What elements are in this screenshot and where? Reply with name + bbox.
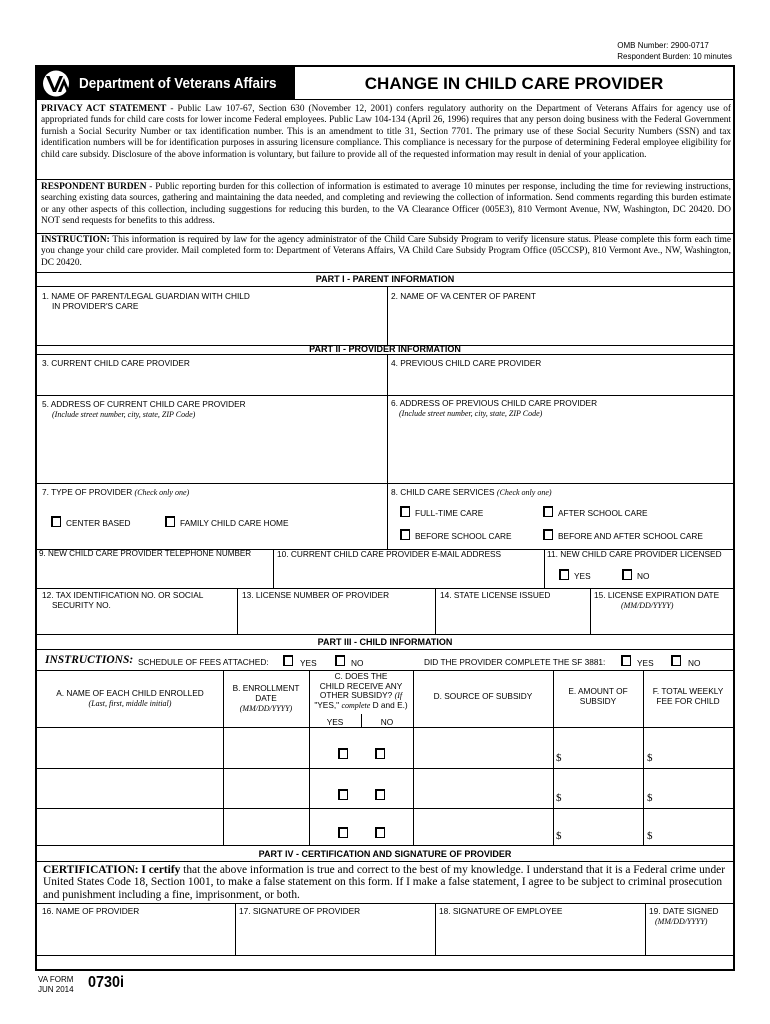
f19-note: (MM/DD/YYYY) (655, 917, 708, 926)
form-frame (35, 65, 735, 971)
divider (435, 588, 436, 634)
form-footer (38, 975, 74, 995)
divider (37, 483, 733, 484)
divider (37, 955, 733, 956)
before-school-label: BEFORE SCHOOL CARE (415, 531, 512, 541)
row3-subsidy-no-checkbox[interactable] (375, 827, 385, 838)
sf3881-label: DID THE PROVIDER COMPLETE THE SF 3881: (424, 657, 606, 667)
f17-label: 17. SIGNATURE OF PROVIDER (239, 906, 361, 916)
f5-note: (Include street number, city, state, ZIP Code) (52, 410, 196, 419)
f9-label: 9. NEW CHILD CARE PROVIDER TELEPHONE NUMBER (39, 549, 252, 558)
row2-subsidy-yes-checkbox[interactable] (338, 789, 348, 800)
f1-label: 1. NAME OF PARENT/LEGAL GUARDIAN WITH CHILD (42, 291, 250, 301)
divider (37, 588, 733, 589)
divider (37, 634, 733, 635)
col-a-note: (Last, first, middle initial) (88, 699, 172, 708)
burden-heading: RESPONDENT BURDEN (41, 182, 147, 192)
omb-number: OMB Number: 2900-0717 (617, 41, 709, 50)
after-school-checkbox[interactable] (543, 506, 553, 517)
before-after-school-checkbox[interactable] (543, 529, 553, 540)
provider-signature-field[interactable] (239, 906, 360, 916)
divider (37, 179, 733, 180)
full-time-label: FULL-TIME CARE (415, 508, 484, 518)
col-e-label-2: SUBSIDY (579, 696, 617, 706)
licensed-no-checkbox[interactable] (622, 569, 632, 580)
f8-note: (Check only one) (496, 488, 552, 497)
f4-label: 4. PREVIOUS CHILD CARE PROVIDER (391, 358, 542, 368)
col-a-label: A. NAME OF EACH CHILD ENROLLED (56, 688, 204, 698)
col-c-if: (If (394, 691, 403, 700)
provider-name-field[interactable] (42, 906, 139, 916)
col-b-label: B. ENROLLMENT (232, 683, 300, 693)
f3-label: 3. CURRENT CHILD CARE PROVIDER (42, 358, 190, 368)
divider (273, 549, 274, 589)
telephone-field[interactable] (39, 549, 251, 559)
f8-label: 8. CHILD CARE SERVICES (391, 487, 495, 497)
row2-fee-dollar: $ (647, 792, 653, 804)
divider (387, 286, 388, 345)
f2-label: 2. NAME OF VA CENTER OF PARENT (391, 291, 536, 301)
col-e-header (553, 686, 643, 706)
certification (43, 864, 731, 901)
previous-provider-field[interactable] (391, 358, 541, 368)
col-e-label: E. AMOUNT OF (568, 686, 628, 696)
license-number-field[interactable] (242, 590, 389, 600)
f14-label: 14. STATE LICENSE ISSUED (440, 590, 551, 600)
va-form-label: VA FORM (38, 975, 74, 984)
divider (37, 768, 733, 769)
care-services-label (391, 487, 552, 498)
cert-heading: CERTIFICATION: I certify (43, 864, 181, 876)
col-b-header (223, 683, 309, 714)
divider (37, 286, 733, 287)
col-c-label-2: CHILD RECEIVE ANY (319, 680, 403, 691)
divider (237, 588, 238, 634)
sf3881-yes-checkbox[interactable] (621, 655, 631, 666)
after-school-label: AFTER SCHOOL CARE (558, 508, 648, 518)
f12-label: 12. TAX IDENTIFICATION NO. OR SOCIAL (42, 590, 204, 600)
f6-note: (Include street number, city, state, ZIP Code) (399, 409, 543, 418)
col-f-label: F. TOTAL WEEKLY (652, 686, 724, 696)
divider (37, 861, 733, 862)
family-care-checkbox[interactable] (165, 516, 175, 527)
col-b-label-2: DATE (255, 693, 277, 703)
licensed-no-label: NO (637, 571, 650, 581)
divider (387, 354, 388, 549)
col-d-header: D. SOURCE OF SUBSIDY (433, 691, 533, 701)
previous-provider-address-field[interactable] (391, 398, 597, 419)
center-based-label: CENTER BASED (66, 518, 131, 528)
col-c-label-4c: D and E.) (372, 699, 408, 710)
schedule-yes-label: YES (300, 658, 317, 668)
schedule-no-label: NO (351, 658, 364, 668)
form-date: JUN 2014 (38, 985, 74, 994)
divider (37, 845, 733, 846)
instruction-heading: INSTRUCTION: (41, 235, 110, 245)
email-field[interactable] (277, 549, 501, 559)
f16-label: 16. NAME OF PROVIDER (42, 906, 140, 916)
row3-amount-dollar: $ (556, 830, 562, 842)
state-license-field[interactable] (440, 590, 550, 600)
f5-label: 5. ADDRESS OF CURRENT CHILD CARE PROVIDER (42, 399, 246, 409)
schedule-label: SCHEDULE OF FEES ATTACHED: (138, 657, 269, 667)
date-signed-field[interactable] (649, 906, 718, 927)
row1-subsidy-no-checkbox[interactable] (375, 748, 385, 759)
privacy-text: - Public Law 107-67, Section 630 (November 12, 2001) confers regulatory authority on the Department of Veterans Affairs for agency use of appropriated funds for child care costs for lower income Federal employees. Public Law 104-134 (April 26, 1996) requires that any person doing business with the Federal Government furnish a Social Security Number or tax identification number. This is an amendment to title 31, Section 7701. The primary use of these Social Security Numbers (SSN) and tax identification numbers will be for identification purposes in assuring licensure compliance. This compliance is necessary for the purpose of determining Federal employee eligibility for child care subsidy. Disclosure of the above information is voluntary, but failure to provide all of the requested information may result in denial of your application. (41, 104, 731, 160)
omb-info (617, 40, 732, 62)
divider (37, 233, 733, 234)
schedule-yes-checkbox[interactable] (283, 655, 293, 666)
privacy-heading: PRIVACY ACT STATEMENT (41, 104, 167, 114)
col-c-label-1: C. DOES THE (334, 671, 388, 681)
f7-label: 7. TYPE OF PROVIDER (42, 487, 133, 497)
f6-label: 6. ADDRESS OF PREVIOUS CHILD CARE PROVIDER (391, 398, 598, 408)
divider (37, 808, 733, 809)
divider (37, 903, 733, 904)
col-c-label-3: OTHER SUBSIDY? (319, 690, 393, 700)
col-f-header (643, 686, 733, 706)
before-after-school-label: BEFORE AND AFTER SCHOOL CARE (558, 531, 703, 541)
f12-label-2: SECURITY NO. (52, 600, 111, 610)
part1-title: PART I - PARENT INFORMATION (315, 274, 455, 284)
col-c-label-4b: complete (341, 700, 371, 710)
col-b-note: (MM/DD/YYYY) (239, 704, 293, 713)
parent-name-field[interactable] (42, 291, 250, 311)
employee-signature-field[interactable] (439, 906, 562, 916)
licensed-yes-checkbox[interactable] (559, 569, 569, 580)
family-care-label: FAMILY CHILD CARE HOME (180, 518, 289, 528)
instruction-text: This information is required by law for the agency administrator of the Child Care Subsidy Program to verify licensure status. Please complete this form each time you change your child care provider. Mail completed form to: Department of Veterans Affairs, VA Child Care Subsidy Program Office (05CCSP), 810 Vermont Ave., NW, Washington, DC 20420. (41, 235, 731, 268)
divider (645, 903, 646, 955)
divider (37, 395, 733, 396)
instruction (41, 235, 731, 269)
row1-fee-dollar: $ (647, 752, 653, 764)
licensed-yes-label: YES (574, 571, 591, 581)
col-c-no: NO (380, 717, 394, 727)
col-c-yes: YES (326, 717, 344, 727)
form-header (37, 67, 733, 100)
row1-subsidy-yes-checkbox[interactable] (338, 748, 348, 759)
license-expiration-field[interactable] (594, 590, 719, 611)
sf3881-yes-label: YES (637, 658, 654, 668)
divider (590, 588, 591, 634)
privacy-statement (41, 104, 731, 161)
f15-note: (MM/DD/YYYY) (621, 601, 674, 610)
department-name: Department of Veterans Affairs (79, 75, 277, 92)
va-banner (37, 67, 295, 100)
cert-text: that the above information is true and correct to the best of my knowledge. I understand that it is a Federal crime under United States Code 18, Section 1001, to make a false statement on this form. If I make a false statement, I agree to be subject to criminal prosecution and punishment including a fine, imprisonment, or both. (43, 864, 726, 901)
f7-note: (Check only one) (134, 488, 190, 497)
tax-id-field[interactable] (42, 590, 203, 610)
divider (235, 903, 236, 955)
f18-label: 18. SIGNATURE OF EMPLOYEE (439, 906, 563, 916)
divider (37, 354, 733, 355)
divider (435, 903, 436, 955)
form-title: CHANGE IN CHILD CARE PROVIDER (364, 74, 664, 93)
f10-label: 10. CURRENT CHILD CARE PROVIDER E-MAIL ADDRESS (277, 549, 502, 559)
f11-label: 11. NEW CHILD CARE PROVIDER LICENSED (547, 549, 722, 559)
col-f-label-2: FEE FOR CHILD (656, 696, 720, 706)
va-seal-icon (41, 69, 75, 98)
f1-label-2: IN PROVIDER'S CARE (52, 301, 139, 311)
row3-subsidy-yes-checkbox[interactable] (338, 827, 348, 838)
divider (37, 649, 733, 650)
f19-label: 19. DATE SIGNED (649, 906, 719, 916)
burden-text: - Public reporting burden for this collection of information is estimated to average 10 minutes per response, including the time for reviewing instructions, searching existing data sources, gathering and maintaining the data needed, and completing and reviewing the collection of information. Send comments regarding this burden estimate or any other aspects of this collection, including suggestions for reducing this burden, to the VA Clearance Officer (005E3), 810 Vermont Avenue, NW, Washington, DC 20420. DO NOT send requests for benefits to this address. (41, 182, 731, 227)
part4-title: PART IV - CERTIFICATION AND SIGNATURE OF PROVIDER (258, 849, 512, 859)
instructions-label: INSTRUCTIONS: (45, 654, 134, 666)
respondent-burden-time: Respondent Burden: 10 minutes (617, 52, 732, 61)
schedule-no-checkbox[interactable] (335, 655, 345, 666)
respondent-burden (41, 182, 731, 228)
row2-amount-dollar: $ (556, 792, 562, 804)
row1-amount-dollar: $ (556, 752, 562, 764)
f13-label: 13. LICENSE NUMBER OF PROVIDER (242, 590, 390, 600)
center-based-checkbox[interactable] (51, 516, 61, 527)
sf3881-no-label: NO (688, 658, 701, 668)
licensed-label (547, 549, 722, 559)
row2-subsidy-no-checkbox[interactable] (375, 789, 385, 800)
divider (37, 727, 733, 728)
current-provider-field[interactable] (42, 358, 190, 368)
form-number: 0730i (88, 974, 125, 991)
row3-fee-dollar: $ (647, 830, 653, 842)
full-time-checkbox[interactable] (400, 506, 410, 517)
provider-type-label (42, 487, 189, 498)
col-a-header (37, 688, 223, 709)
f15-label: 15. LICENSE EXPIRATION DATE (594, 590, 720, 600)
part3-title: PART III - CHILD INFORMATION (317, 637, 453, 647)
va-center-field[interactable] (391, 291, 536, 301)
part2-title: PART II - PROVIDER INFORMATION (309, 344, 461, 354)
col-c-header (309, 672, 413, 710)
col-c-label-4a: "YES," (314, 699, 340, 710)
current-provider-address-field[interactable] (42, 399, 246, 420)
divider (544, 549, 545, 589)
sf3881-no-checkbox[interactable] (671, 655, 681, 666)
before-school-checkbox[interactable] (400, 529, 410, 540)
